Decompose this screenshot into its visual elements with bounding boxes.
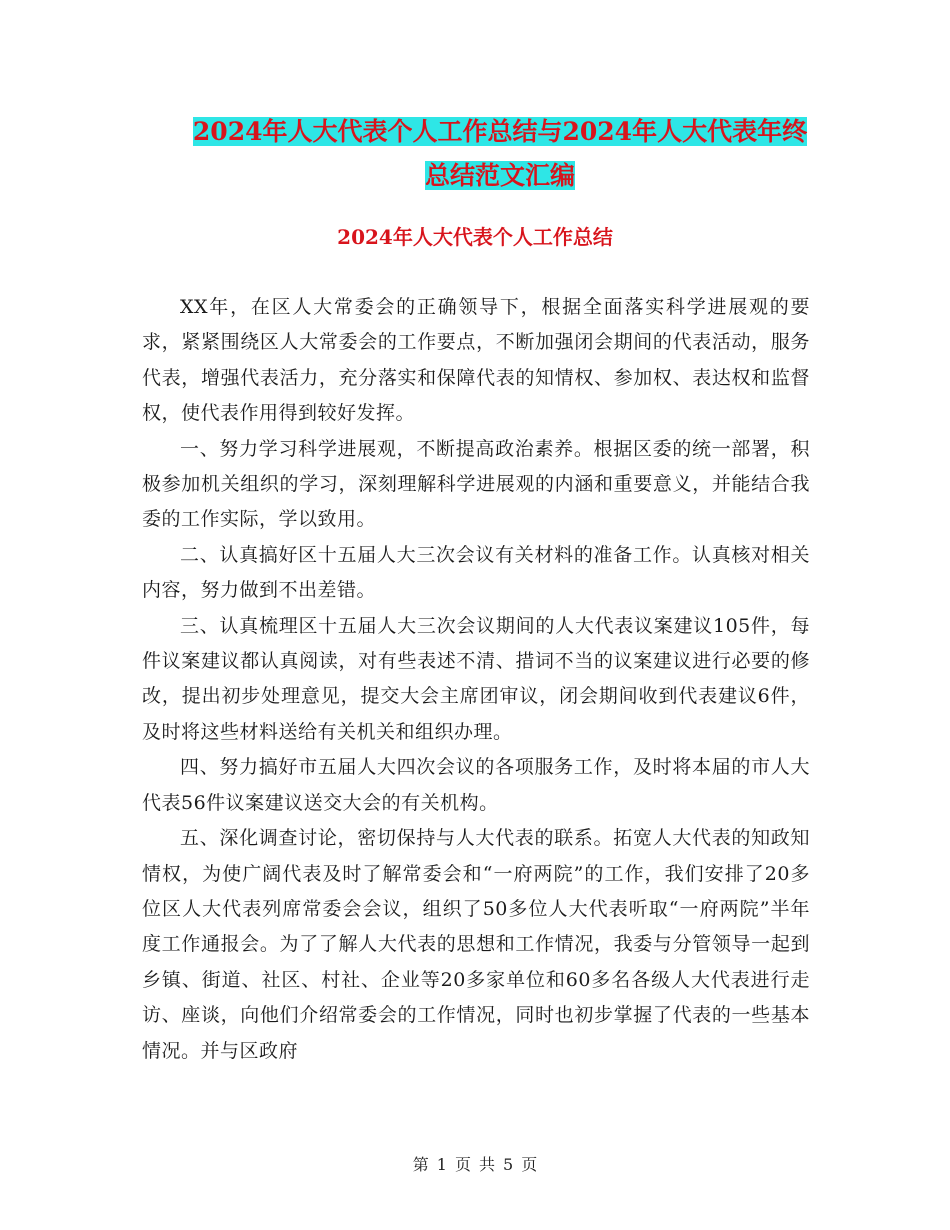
paragraph-item-4: 四、努力搞好市五届人大四次会议的各项服务工作，及时将本届的市人大代表56件议案建议送交大会的有关机构。 <box>142 756 810 814</box>
page-footer <box>0 1153 950 1177</box>
paragraph-item-5: 五、深化调查讨论，密切保持与人大代表的联系。拓宽人大代表的知政知情权，为使广阔代表及时了解常委会和“一府两院”的工作，我们安排了20多位区人大代表列席常委会会议，组织了50多位人大代表听取“一府两院”半年度工作通报会。为了了解人大代表的思想和工作情况，我委与分管领导一起到乡镇、街道、社区、村社、企业等20多家单位和60多名各级人大代表进行走访、座谈，向他们介绍常委会的工作情况，同时也初步掌握了代表的一些基本情况。并与区政府 <box>142 827 810 1062</box>
paragraph-item-2: 二、认真搞好区十五届人大三次会议有关材料的准备工作。认真核对相关内容，努力做到不出差错。 <box>142 543 810 602</box>
section-title: 2024年人大代表个人工作总结 <box>337 225 613 249</box>
document-title-line-2: 总结范文汇编 <box>424 161 575 190</box>
document-title <box>140 110 860 198</box>
document-title-line-1: 2024年人大代表个人工作总结与2024年人大代表年终 <box>192 117 808 146</box>
footer-total-pages: 5 <box>503 1155 514 1174</box>
paragraph-item-3: 三、认真梳理区十五届人大三次会议期间的人大代表议案建议105件，每件议案建议都认真阅读，对有些表述不清、措词不当的议案建议进行必要的修改，提出初步处理意见，提交大会主席团审议，闭会期间收到代表建议6件，及时将这些材料送给有关机关和组织办理。 <box>142 614 810 743</box>
footer-label-total: 共 <box>479 1155 496 1174</box>
paragraph-item-1: 一、努力学习科学进展观，不断提高政治素养。根据区委的统一部署，积极参加机关组织的学习，深刻理解科学进展观的内涵和重要意义，并能结合我委的工作实际，学以致用。 <box>142 437 810 531</box>
footer-label-total-unit: 页 <box>521 1155 538 1174</box>
footer-page-number: 1 <box>436 1155 447 1174</box>
paragraph-intro: XX年，在区人大常委会的正确领导下，根据全面落实科学进展观的要求，紧紧围绕区人大常委会的工作要点，不断加强闭会期间的代表活动，服务代表，增强代表活力，充分落实和保障代表的知情权、参加权、表达权和监督权，使代表作用得到较好发挥。 <box>142 296 810 425</box>
footer-label-page: 第 <box>412 1155 429 1174</box>
footer-label-page-unit: 页 <box>454 1155 471 1174</box>
document-body <box>142 290 810 1069</box>
